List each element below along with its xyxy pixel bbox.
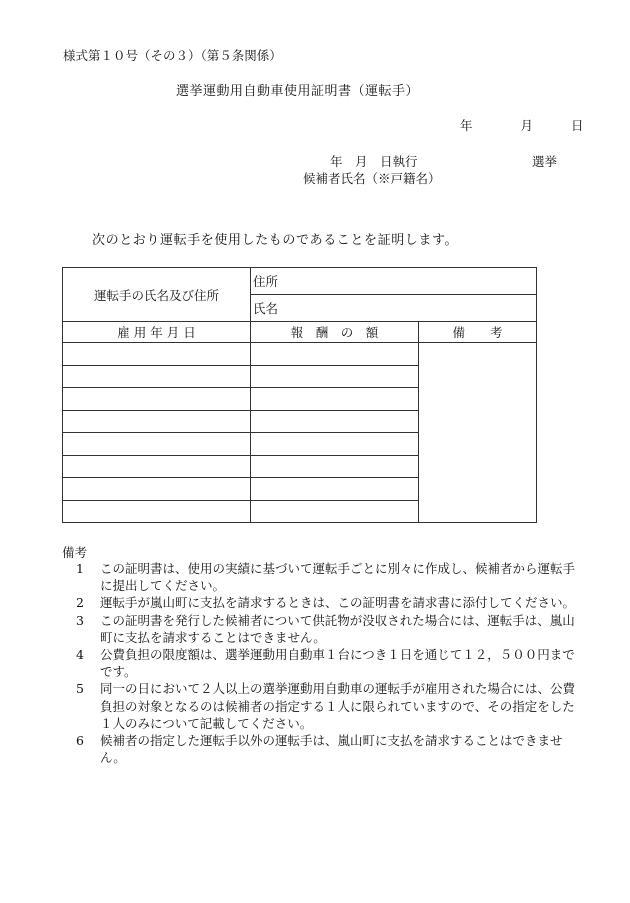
employment-date-cell[interactable] (63, 365, 251, 388)
note-number: 6 (76, 733, 84, 749)
employment-date-cell[interactable] (63, 343, 251, 366)
note-item (62, 560, 582, 594)
payment-amount-cell[interactable] (251, 455, 419, 478)
employment-date-cell[interactable] (63, 455, 251, 478)
issue-date-line (460, 116, 583, 134)
name-address-label: 運転手の氏名及び住所 (63, 268, 251, 322)
driver-usage-table (62, 267, 537, 523)
employment-date-cell[interactable] (63, 410, 251, 433)
note-text: この証明書を発行した候補者について供託物が没収された場合には、運転手は、嵐山町に支払を請求することはできません。 (100, 612, 575, 645)
notes-title: 備考 (62, 545, 88, 560)
payment-amount-cell[interactable] (251, 500, 419, 523)
address-cell[interactable]: 住所 (251, 268, 537, 295)
payment-amount-cell[interactable] (251, 478, 419, 501)
note-text: 候補者の指定した運転手以外の運転手は、嵐山町に支払を請求することはできません。 (100, 733, 563, 766)
note-text: 公費負担の限度額は、選挙運動用自動車１台につき１日を通じて１２，５００円までです。 (100, 647, 575, 680)
note-number: 5 (76, 681, 84, 697)
employment-date-header: 雇 用 年 月 日 (63, 322, 251, 343)
payment-amount-cell[interactable] (251, 365, 419, 388)
name-cell[interactable]: 氏名 (251, 295, 537, 322)
note-item (62, 680, 582, 732)
note-item (62, 732, 582, 766)
election-label: 選挙 (532, 154, 558, 169)
note-number: 4 (76, 647, 84, 663)
certification-statement: 次のとおり運転手を使用したものであることを証明します。 (92, 233, 459, 248)
remarks-cell[interactable] (419, 343, 537, 523)
notes-list (62, 560, 582, 766)
note-item (62, 612, 582, 646)
note-number: 3 (76, 612, 84, 628)
employment-date-cell[interactable] (63, 478, 251, 501)
payment-amount-cell[interactable] (251, 433, 419, 456)
note-text: 同一の日において２人以上の選挙運動用自動車の運転手が雇用された場合には、公費負担の対象となるのは候補者の指定する１人に限られていますので、その指定をした１人のみについて記載してください。 (100, 681, 576, 731)
payment-amount-header: 報 酬 の 額 (251, 322, 419, 343)
note-text: 運転手が嵐山町に支払を請求するときは、この証明書を請求書に添付してください。 (100, 595, 576, 611)
payment-amount-cell[interactable] (251, 388, 419, 411)
day-label: 日 (570, 118, 584, 133)
employment-date-cell[interactable] (63, 388, 251, 411)
payment-amount-cell[interactable] (251, 410, 419, 433)
remarks-header: 備 考 (419, 322, 537, 343)
month-label: 月 (520, 118, 533, 133)
note-item (62, 646, 582, 680)
document-title: 選挙運動用自動車使用証明書（運転手） (176, 84, 420, 99)
payment-amount-cell[interactable] (251, 343, 419, 366)
note-text: この証明書は、使用の実績に基づいて運転手ごとに別々に作成し、候補者から運転手に提出してください。 (100, 561, 576, 594)
year-label: 年 (460, 118, 473, 133)
employment-date-cell[interactable] (63, 433, 251, 456)
execution-date: 年 月 日執行 (330, 154, 418, 169)
candidate-name-label: 候補者氏名（※戸籍名） (303, 171, 441, 186)
note-number: 1 (76, 561, 84, 576)
note-item (62, 594, 582, 611)
note-number: 2 (76, 595, 84, 611)
employment-date-cell[interactable] (63, 500, 251, 523)
form-number: 様式第１０号（その３）（第５条関係） (63, 48, 282, 63)
